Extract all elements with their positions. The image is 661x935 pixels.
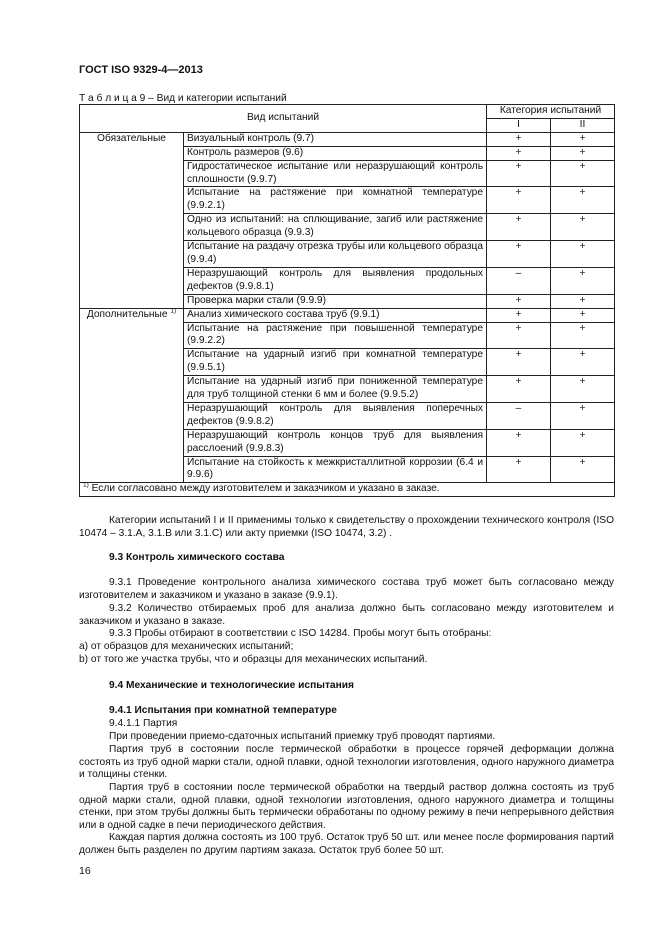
paragraph-9-4-1-1: 9.4.1.1 Партия <box>109 718 178 729</box>
cat-I-mark: + <box>487 429 551 456</box>
cat-II-mark: + <box>551 267 615 294</box>
test-name: Неразрушающий контроль для выявления продольных дефектов (9.9.8.1) <box>184 267 487 294</box>
test-name: Испытание на ударный изгиб при комнатной температуре (9.9.5.1) <box>184 349 487 376</box>
page-number: 16 <box>79 865 91 877</box>
paragraph-categories: Категории испытаний I и II применимы только к свидетельству о прохождении технического контроля (ISO 10474 – 3.1.А, 3.1.В или 3.1.С) или акту приемки (ISO 10474, 3.2) . <box>79 515 614 539</box>
test-name: Проверка марки стали (9.9.9) <box>184 294 487 308</box>
cat-I-mark: + <box>487 376 551 403</box>
cat-II-mark: + <box>551 308 615 322</box>
test-name: Неразрушающий контроль для выявления поперечных дефектов (9.9.8.2) <box>184 402 487 429</box>
cat-I-mark: + <box>487 294 551 308</box>
cat-I-mark: + <box>487 456 551 483</box>
list-item-a: a) от образцов для механических испытаний; <box>79 641 294 652</box>
paragraph-lot-2: Партия труб в состоянии после термической обработки в процессе горячей деформации должна состоять из труб одной марки стали, одной плавки, одной технологии изготовления, одного наружного диаметра и толщины стенки. <box>79 744 614 780</box>
test-name: Гидростатическое испытание или неразрушающий контроль сплошности (9.9.7) <box>184 160 487 187</box>
cat-I-mark: + <box>487 349 551 376</box>
table-caption: Т а б л и ц а 9 – Вид и категории испытаний <box>79 93 287 104</box>
test-name: Контроль размеров (9.6) <box>184 146 487 160</box>
group-additional-label: Дополнительные <box>86 308 168 320</box>
col-header-category: Категория испытаний <box>487 105 615 119</box>
test-name: Неразрушающий контроль концов труб для выявления расслоений (9.9.8.3) <box>184 429 487 456</box>
test-name: Анализ химического состава труб (9.9.1) <box>184 308 487 322</box>
table-header-row <box>80 105 615 119</box>
document-header: ГОСТ ISO 9329-4—2013 <box>79 64 203 76</box>
heading-9-3: 9.3 Контроль химического состава <box>109 552 285 563</box>
cat-I-mark: + <box>487 132 551 146</box>
heading-9-4: 9.4 Механические и технологические испытания <box>109 680 354 691</box>
table-footnote <box>80 483 615 497</box>
cat-I-mark: + <box>487 322 551 349</box>
group-mandatory: Обязательные <box>80 132 184 308</box>
heading-9-4-1: 9.4.1 Испытания при комнатной температуре <box>109 705 337 716</box>
test-name: Испытание на растяжение при повышенной температуре (9.9.2.2) <box>184 322 487 349</box>
cat-I-mark: + <box>487 308 551 322</box>
col-header-I: I <box>487 118 551 132</box>
cat-II-mark: + <box>551 132 615 146</box>
cat-II-mark: + <box>551 402 615 429</box>
cat-II-mark: + <box>551 187 615 214</box>
footnote-ref: 1) <box>170 307 177 315</box>
table-row <box>80 308 615 322</box>
cat-I-mark: – <box>487 267 551 294</box>
test-name: Испытание на стойкость к межкристаллитной коррозии (6.4 и 9.9.6) <box>184 456 487 483</box>
cat-I-mark: + <box>487 214 551 241</box>
table-row <box>80 132 615 146</box>
tests-table <box>79 104 615 497</box>
paragraph-lot-1: При проведении приемо-сдаточных испытаний приемку труб проводят партиями. <box>109 731 496 742</box>
cat-II-mark: + <box>551 294 615 308</box>
paragraph-9-3-1: 9.3.1 Проведение контрольного анализа химического состава труб может быть согласовано между изготовителем и заказчиком и указано в заказе (9.9.1). <box>79 577 614 601</box>
cat-I-mark: + <box>487 146 551 160</box>
test-name: Испытание на растяжение при комнатной температуре (9.9.2.1) <box>184 187 487 214</box>
test-name: Одно из испытаний: на сплющивание, загиб или растяжение кольцевого образца (9.9.3) <box>184 214 487 241</box>
cat-II-mark: + <box>551 241 615 268</box>
col-header-type: Вид испытаний <box>80 105 487 133</box>
footnote-mark: 1) <box>83 481 89 489</box>
cat-I-mark: + <box>487 241 551 268</box>
table-footnote-row <box>80 483 615 497</box>
cat-II-mark: + <box>551 376 615 403</box>
group-additional <box>80 308 184 483</box>
test-name: Испытание на раздачу отрезка трубы или кольцевого образца (9.9.4) <box>184 241 487 268</box>
footnote-text: Если согласовано между изготовителем и заказчиком и указано в заказе. <box>91 483 440 495</box>
cat-II-mark: + <box>551 160 615 187</box>
cat-I-mark: – <box>487 402 551 429</box>
cat-II-mark: + <box>551 349 615 376</box>
test-name: Испытание на ударный изгиб при пониженной температуре для труб толщиной стенки 6 мм и более (9.9.5.2) <box>184 376 487 403</box>
cat-I-mark: + <box>487 160 551 187</box>
cat-II-mark: + <box>551 146 615 160</box>
col-header-II: II <box>551 118 615 132</box>
cat-II-mark: + <box>551 322 615 349</box>
paragraph-9-3-3: 9.3.3 Пробы отбирают в соответствии с ISO 14284. Пробы могут быть отобраны: <box>109 628 492 639</box>
paragraph-lot-4: Каждая партия должна состоять из 100 труб. Остаток труб 50 шт. или менее после формирования партий должен быть разделен по другим партиям заказа. Остаток труб более 50 шт. <box>79 832 614 856</box>
cat-II-mark: + <box>551 429 615 456</box>
list-item-b: b) от того же участка трубы, что и образцы для механических испытаний. <box>79 654 428 665</box>
test-name: Визуальный контроль (9.7) <box>184 132 487 146</box>
cat-I-mark: + <box>487 187 551 214</box>
cat-II-mark: + <box>551 456 615 483</box>
paragraph-9-3-2: 9.3.2 Количество отбираемых проб для анализа должно быть согласовано между изготовителем и заказчиком и указано в заказе. <box>79 603 614 627</box>
cat-II-mark: + <box>551 214 615 241</box>
paragraph-lot-3: Партия труб в состоянии после термической обработки на твердый раствор должна состоять из труб одной марки стали, одной плавки, одной технологии изготовления, одного наружного диаметра и толщины стенки, при этом трубы должны быть термически обработаны по одному режиму в печи непрерывного действия или в одной садке в печи периодического действия. <box>79 782 614 831</box>
